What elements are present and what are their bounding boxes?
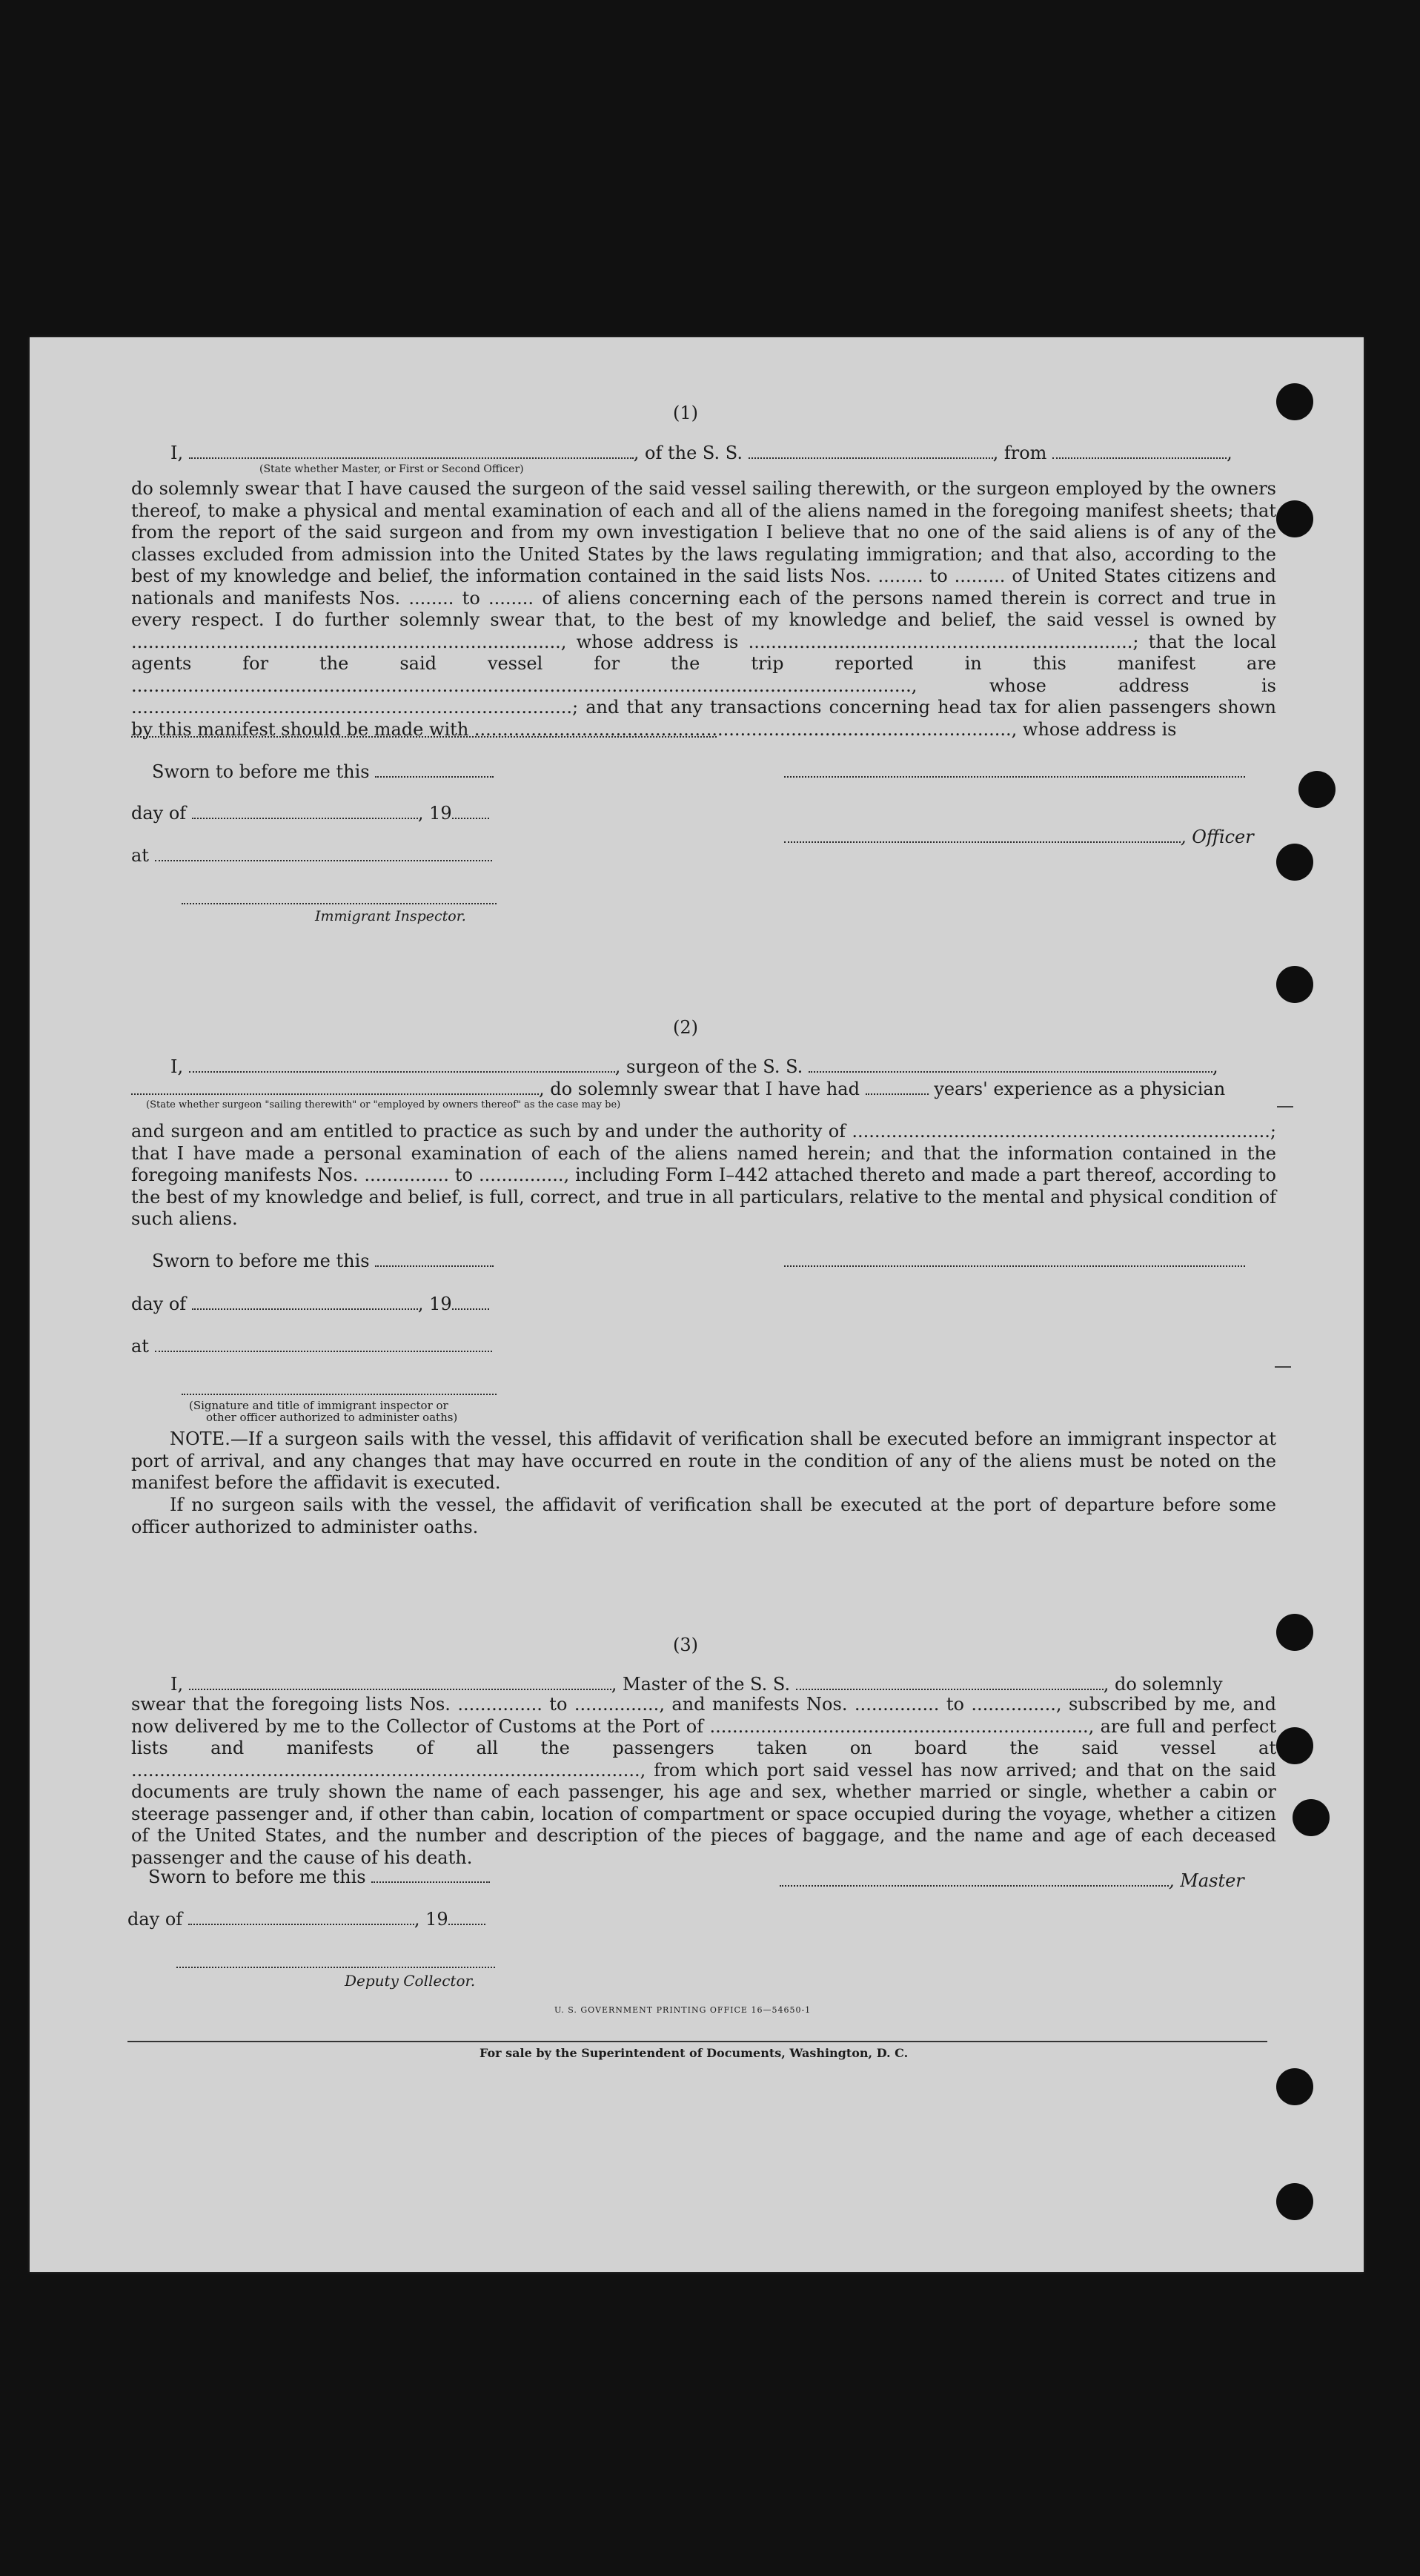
section-2-day-of <box>131 1294 489 1314</box>
printing-office-line: U. S. GOVERNMENT PRINTING OFFICE 16—54650-1 <box>554 2005 812 2015</box>
officer-rank-field[interactable] <box>189 444 634 459</box>
section-3-line-1 <box>170 1674 1223 1695</box>
section-1-day-of <box>131 803 489 824</box>
binder-hole <box>1276 500 1313 537</box>
at-label: at <box>131 1336 149 1357</box>
at-label: at <box>131 845 149 866</box>
binder-hole <box>1276 1727 1313 1764</box>
master-label: , Master <box>1169 1870 1244 1891</box>
section-1-number: (1) <box>673 403 698 423</box>
month-field[interactable] <box>192 804 418 819</box>
master-signature-line[interactable] <box>780 1872 1169 1887</box>
section-3-master <box>780 1870 1244 1891</box>
year-field[interactable] <box>448 1910 485 1925</box>
binder-hole <box>1276 844 1313 881</box>
label-of-ss: , of the S. S. <box>633 443 743 463</box>
section-2-number: (2) <box>673 1017 698 1038</box>
master-name-field[interactable] <box>189 1675 611 1690</box>
vessel-name-field[interactable] <box>796 1675 1104 1690</box>
collector-caption: Deputy Collector. <box>345 1972 476 1990</box>
section-2-at <box>131 1336 492 1357</box>
inspector-signature-line[interactable] <box>182 903 497 904</box>
section-1-line-1 <box>170 443 1232 463</box>
label-years: years' experience as a physician <box>934 1079 1226 1099</box>
sig-caption-1: (Signature and title of immigrant inspector or <box>189 1399 448 1412</box>
binder-hole <box>1298 771 1336 808</box>
label-swear: , do solemnly swear that I have had <box>539 1079 860 1099</box>
margin-tick <box>1275 1366 1291 1368</box>
sworn-day-field[interactable] <box>371 1868 490 1883</box>
year-field[interactable] <box>452 1295 489 1310</box>
vessel-name-field[interactable] <box>809 1058 1212 1073</box>
binder-hole <box>1276 1614 1313 1651</box>
place-field[interactable] <box>155 1337 492 1352</box>
officer-label: , Officer <box>1181 827 1254 847</box>
departure-port-field[interactable] <box>1052 444 1227 459</box>
section-3-number: (3) <box>673 1635 698 1655</box>
binder-hole <box>1276 966 1313 1003</box>
sworn-label: Sworn to before me this <box>152 761 370 782</box>
officer-signature-line[interactable] <box>784 776 1245 778</box>
year-label: , 19 <box>414 1909 448 1930</box>
label-i: I, <box>170 443 184 463</box>
sig-caption-2: other officer authorized to administer oaths) <box>206 1411 458 1424</box>
inspector-caption: Immigrant Inspector. <box>315 908 466 924</box>
sworn-label: Sworn to before me this <box>148 1867 366 1887</box>
officer-name-field[interactable] <box>784 828 1181 843</box>
section-1-officer <box>784 827 1254 847</box>
comma: , <box>1227 443 1232 463</box>
sale-notice: For sale by the Superintendent of Documents, Washington, D. C. <box>480 2046 909 2060</box>
inspector-signature-line[interactable] <box>182 1394 497 1395</box>
label-master-of: , Master of the S. S. <box>611 1674 791 1695</box>
sworn-day-field[interactable] <box>375 763 494 778</box>
sworn-day-field[interactable] <box>375 1252 494 1267</box>
section-1-caption: (State whether Master, or First or Second Officer) <box>259 463 524 475</box>
manifest-page <box>30 337 1364 2272</box>
section-2-body: and surgeon and am entitled to practice as such by and under the authority of ..........................................................................; that I have made a personal examination of each of the aliens named herein; and that the information contained in the foregoing manifests Nos. ............... to ..............., including Form I–442 attached thereto and made a part thereof, according to the best of my knowledge and belief, is full, correct, and true in all particulars, relative to the mental and physical condition of such aliens. <box>131 1121 1276 1229</box>
day-of-label: day of <box>131 803 187 824</box>
section-1-sworn <box>152 761 494 782</box>
binder-hole <box>1276 383 1313 420</box>
year-label: , 19 <box>417 803 452 824</box>
year-field[interactable] <box>452 804 489 819</box>
surgeon-status-field[interactable] <box>131 1080 539 1095</box>
day-of-label: day of <box>131 1294 187 1314</box>
section-1-body: do solemnly swear that I have caused the surgeon of the said vessel sailing therewith, or the surgeon employed by the owners thereof, to make a physical and mental examination of each and all of the aliens named in the foregoing manifest sheets; that from the report of the said surgeon and from my own investigation I believe that no one of the said aliens is of any of the classes excluded from admission into the United States by the laws regulating immigration; and that also, according to the best of my knowledge and belief, the information contained in the said lists Nos. ........ to ......... of United States citizens and nationals and manifests Nos. ........ to ........ of aliens concerning each of the persons named therein is correct and true in every respect. I do further solemnly swear that, to the best of my knowledge and belief, the said vessel is owned by ............................................................................, whose address is ....................................................................; that the local agents for the said vessel for the trip reported in this manifest are .........................................................................................................................................., whose address is ..............................................................................; and that any transactions concerning head tax for alien passengers shown by this manifest should be made with ..............................................................................................., whose address is <box>131 478 1276 740</box>
section-3-day-of <box>127 1909 485 1930</box>
binder-hole <box>1276 2068 1313 2105</box>
section-2-line-1 <box>170 1056 1218 1077</box>
section-2-caption: (State whether surgeon "sailing therewith" or "employed by owners thereof" as the case may be) <box>146 1099 621 1110</box>
year-label: , 19 <box>417 1294 452 1314</box>
label-from: , from <box>992 443 1047 463</box>
vessel-name-field[interactable] <box>749 444 993 459</box>
label-surgeon: , surgeon of the S. S. <box>614 1056 803 1077</box>
label-i: I, <box>170 1674 184 1695</box>
surgeon-note-2: If no surgeon sails with the vessel, the affidavit of verification shall be executed at the port of departure before some officer authorized to administer oaths. <box>131 1494 1276 1537</box>
binder-hole <box>1276 2183 1313 2220</box>
section-3-body: swear that the foregoing lists Nos. ............... to ..............., and manifests Nos. ............... to ..............., subscribed by me, and now delivered by me to the Collector of Customs at the Port of ..................................................................., are full and perfect lists and manifests of all the passengers taken on board the said vessel at .........................................................................................., from which port said vessel has now arrived; and that on the said documents are truly shown the name of each passenger, his age and sex, whether married or single, whether a cabin or steerage passenger and, if other than cabin, location of compartment or space occupied during the voyage, whether a citizen of the United States, and the number and description of the pieces of baggage, and the name and age of each deceased passenger and the cause of his death. <box>131 1694 1276 1868</box>
comma: , <box>1212 1056 1218 1077</box>
place-field[interactable] <box>155 847 492 861</box>
month-field[interactable] <box>188 1910 414 1925</box>
footer-rule <box>127 2041 1267 2042</box>
margin-tick <box>1277 1106 1293 1107</box>
section-2-sworn <box>152 1251 494 1271</box>
surgeon-note: NOTE.—If a surgeon sails with the vessel, this affidavit of verification shall be executed before an immigrant inspector at port of arrival, and any changes that may have occurred en route in the condition of any of the aliens must be noted on the manifest before the affidavit is executed. <box>131 1428 1276 1493</box>
binder-hole <box>1293 1799 1330 1836</box>
surgeon-signature-line[interactable] <box>784 1265 1245 1267</box>
section-2-line-2 <box>131 1079 1225 1099</box>
day-of-label: day of <box>127 1909 183 1930</box>
month-field[interactable] <box>192 1295 418 1310</box>
years-field[interactable] <box>866 1080 929 1095</box>
surgeon-name-field[interactable] <box>189 1058 615 1073</box>
label-i: I, <box>170 1056 184 1077</box>
collector-signature-line[interactable] <box>176 1967 495 1968</box>
section-3-sworn <box>148 1867 490 1887</box>
label-swear: , do solemnly <box>1103 1674 1223 1695</box>
section-1-address-continuation <box>131 736 717 738</box>
section-1-at <box>131 845 492 866</box>
sworn-label: Sworn to before me this <box>152 1251 370 1271</box>
